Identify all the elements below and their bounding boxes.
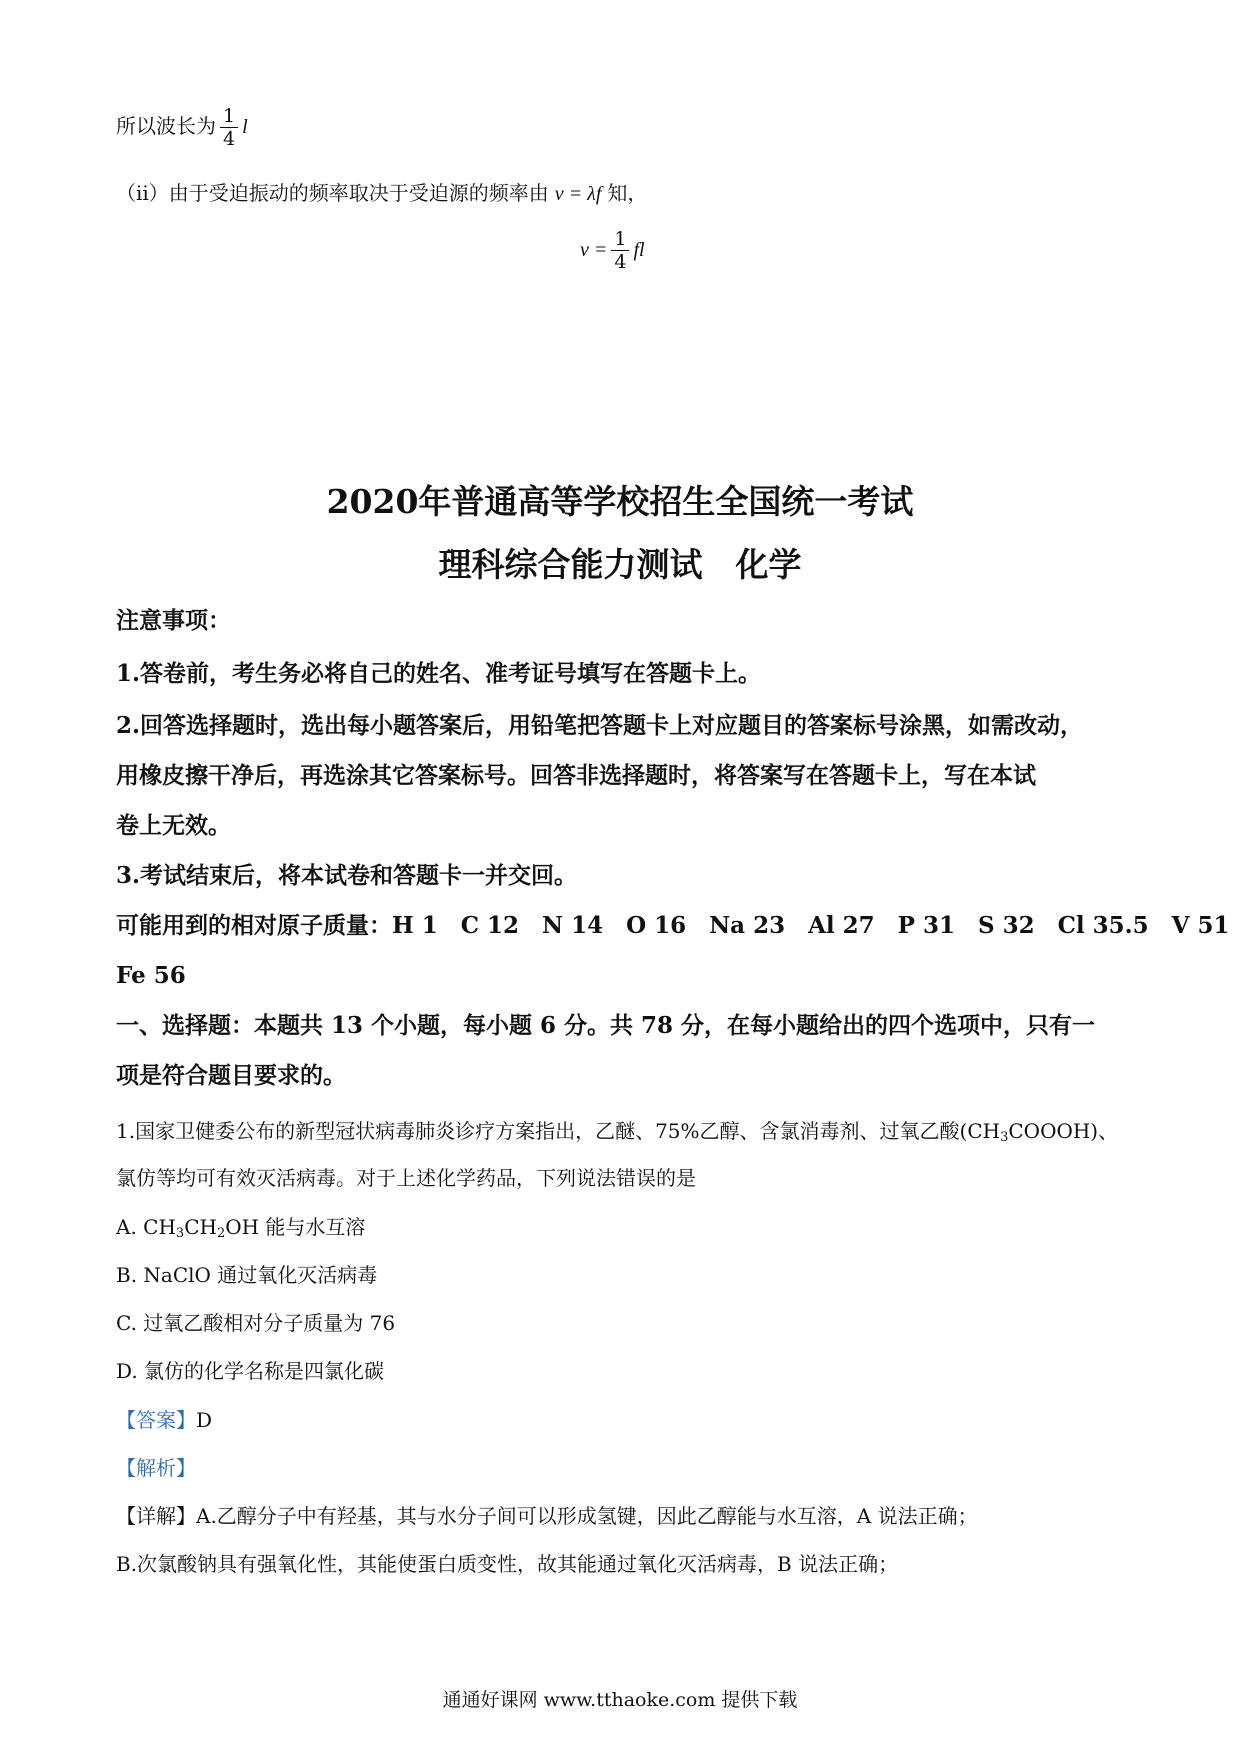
detail-label: 【详解】 [116, 1504, 196, 1528]
forced-vibration-line [116, 178, 647, 209]
answer-value: D [196, 1408, 213, 1432]
option-a-text: A. CH [116, 1215, 176, 1239]
option-a-text-mid: CH [184, 1215, 217, 1239]
formula-denominator: 4 [614, 251, 627, 273]
wavelength-variable: l [242, 116, 248, 138]
analysis-label: 【解析】 [116, 1456, 196, 1480]
subscript: 2 [216, 1226, 226, 1241]
question-1-stem-cont: 氯仿等均可有效灭活病毒。对于上述化学药品，下列说法错误的是 [116, 1166, 696, 1190]
question-stem-text: 1.国家卫健委公布的新型冠状病毒肺炎诊疗方案指出，乙醚、75%乙醇、含氯消毒剂、过氧乙酸(CH [116, 1119, 1001, 1143]
notice-heading: 注意事项： [116, 607, 231, 634]
fraction [220, 105, 238, 150]
velocity-result-formula [580, 228, 645, 273]
option-a [116, 1212, 365, 1249]
exam-title: 2020年普通高等学校招生全国统一考试 [326, 482, 914, 521]
forced-vibration-suffix: 知， [607, 181, 648, 205]
formula-rhs: fl [633, 239, 645, 261]
atomic-masses-cont: Fe 56 [116, 962, 186, 989]
detail-text-a: A.乙醇分子中有羟基，其与水分子间可以形成氢键，因此乙醇能与水互溶，A 说法正确； [196, 1504, 978, 1528]
atomic-masses: 可能用到的相对原子质量：H 1 C 12 N 14 O 16 Na 23 Al 27 P 31 S 32 Cl 35.5 V 51 [116, 912, 1230, 939]
subscript: 3 [1000, 1130, 1009, 1145]
option-d: D. 氯仿的化学名称是四氯化碳 [116, 1359, 385, 1383]
formula-numerator: 1 [611, 228, 629, 251]
option-b: B. NaClO 通过氧化灭活病毒 [116, 1263, 378, 1287]
notice-item-2-end: 卷上无效。 [116, 812, 231, 839]
option-a-text-end: OH 能与水互溶 [225, 1215, 366, 1239]
section-heading: 一、选择题：本题共 13 个小题，每小题 6 分。共 78 分，在每小题给出的四个选项中，只有一 [116, 1012, 1096, 1039]
notice-item-2-cont: 用橡皮擦干净后，再选涂其它答案标号。回答非选择题时，将答案写在答题卡上，写在本试 [116, 762, 1036, 789]
formula-fraction [611, 228, 629, 273]
notice-item-2: 2.回答选择题时，选出每小题答案后，用铅笔把答题卡上对应题目的答案标号涂黑，如需改动， [116, 712, 1084, 739]
wavelength-text: 所以波长为 [116, 114, 216, 138]
notice-item-3: 3.考试结束后，将本试卷和答题卡一并交回。 [116, 862, 578, 889]
answer-line [116, 1405, 212, 1435]
exam-subtitle: 理科综合能力测试 化学 [438, 545, 802, 584]
subscript: 3 [175, 1226, 185, 1241]
notice-item-1: 1.答卷前，考生务必将自己的姓名、准考证号填写在答题卡上。 [116, 660, 762, 687]
section-heading-cont: 项是符合题目要求的。 [116, 1062, 346, 1089]
fraction-denominator: 4 [223, 128, 236, 150]
answer-label: 【答案】 [116, 1408, 196, 1432]
page-footer: 通通好课网 www.tthaoke.com 提供下载 [442, 1689, 798, 1711]
detail-line-a [116, 1501, 978, 1531]
fraction-numerator: 1 [220, 105, 238, 128]
wavelength-line [116, 105, 248, 150]
formula-lhs: v = [580, 239, 608, 261]
question-stem-text-end: COOOH)、 [1008, 1119, 1119, 1143]
velocity-formula: v = λf [554, 183, 602, 205]
question-1-stem [116, 1116, 1118, 1153]
option-c: C. 过氧乙酸相对分子质量为 76 [116, 1311, 396, 1335]
detail-line-b: B.次氯酸钠具有强氧化性，其能使蛋白质变性，故其能通过氧化灭活病毒，B 说法正确； [116, 1552, 899, 1576]
forced-vibration-prefix: （ii）由于受迫振动的频率取决于受迫源的频率由 [116, 181, 549, 205]
